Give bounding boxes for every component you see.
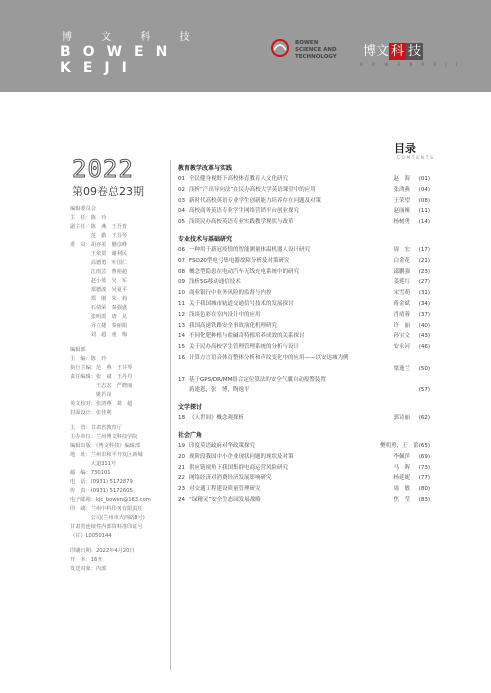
toc-entry-number: 20: [178, 453, 185, 460]
toc-entry-page: (80): [418, 486, 430, 493]
toc-entry-page: (73): [418, 464, 430, 471]
toc-entry-title: 供应链视角下我国集群电商运营风险研究: [189, 464, 289, 471]
toc-entry-number: 03: [178, 197, 185, 204]
journal-logo-icon: [270, 38, 290, 58]
info-line: 印刷日期：2022年4月20日: [70, 548, 135, 554]
toc-entry-title: 对交通工程建设质量管理研究: [189, 486, 261, 493]
toc-entry-title: 不同化肥种植与盐碱奇特植培养成效的关系探讨: [189, 333, 305, 340]
toc-entry-page: (83): [418, 496, 430, 503]
info-line: 地 址：兰州市和平开发区新城: [70, 452, 143, 458]
logo-cn-prefix: 博文: [363, 44, 390, 59]
toc-entry-number: 24: [178, 496, 185, 503]
info-line: 王依贺 谢利民: [70, 251, 128, 257]
toc-entry-title: 现阶段我国中小企业现状问题的现状及对策: [189, 453, 294, 460]
toc-entry-author: 张鸿燕: [393, 186, 410, 193]
toc-entry[interactable]: [178, 413, 430, 424]
info-line: 执行主编：范 燕 王芬琴: [70, 365, 133, 371]
toc-entry-page: (23): [418, 268, 430, 275]
toc-subtitle: CONTENTS: [397, 155, 435, 160]
header-en-line2: KEJI: [60, 60, 139, 76]
toc-entry[interactable]: [178, 206, 430, 217]
toc-entry-title: 全民健身视野下高校体育教育人文化研究: [189, 176, 289, 182]
info-line: 电子邮箱：kjc_bowen@163.com: [70, 497, 151, 503]
toc-entry-title: 《人世间》概念观探析: [189, 415, 245, 422]
toc-entry-title: 浅谈民办高校英语专业实践教学现状与改革: [189, 219, 294, 226]
info-line: 甘肃省连续性内部资料准印证号: [70, 524, 143, 530]
toc-entry-author: 李佩萍: [393, 453, 410, 460]
toc-entry-number: 15: [178, 344, 185, 351]
toc-entry-number: 22: [178, 475, 185, 482]
toc-section-heading: 专业技术与基础研究: [178, 235, 233, 243]
toc-entry-author: 白金花: [393, 257, 410, 264]
info-line: 姚若岗: [70, 392, 112, 398]
info-line: 编辑出版：《博文科技》编辑部: [70, 443, 141, 449]
toc-entry[interactable]: [178, 196, 430, 207]
toc-entry-page: (40): [418, 322, 430, 329]
info-line: 编辑委员会: [70, 206, 96, 212]
toc-entry[interactable]: [178, 321, 430, 332]
toc-entry-author: 孙宝文: [393, 333, 410, 340]
info-line: 传 真：(0931) 5172605: [70, 488, 133, 494]
info-line: （甘）L0050144: [70, 533, 112, 539]
toc-entry[interactable]: [178, 353, 430, 364]
toc-entry-title: 关于我国城市轨道交通信号技术的发展探讨: [189, 300, 294, 307]
editorial-info: [70, 205, 166, 574]
toc-entry[interactable]: [178, 288, 430, 299]
toc-entry-title: 计算方言语音体育整体分析和声纹变化中的应用——以安达城为例: [189, 354, 349, 361]
toc-entry[interactable]: [178, 484, 430, 495]
header-en-line1: BOWEN: [60, 44, 180, 60]
toc-entry-page: (65): [418, 442, 430, 449]
toc-entry[interactable]: [178, 217, 430, 228]
info-line: 主 任：陈 玲: [70, 215, 107, 221]
toc-entry-page: (57): [418, 387, 430, 394]
toc-entry[interactable]: [178, 185, 430, 196]
toc-entry-page: (11): [418, 208, 430, 215]
toc-entry-page: (31): [418, 290, 430, 297]
toc-entry-page: (37): [418, 311, 430, 318]
toc-entry-page: (21): [418, 257, 430, 264]
info-line: 开 本：16开: [70, 557, 103, 563]
toc-entry-page: (46): [418, 344, 430, 351]
toc-entry-page: (04): [418, 186, 430, 193]
toc-entry-title: 基于GPS/DR/MM组合定位算法的安全气囊自动报警装置: [189, 376, 326, 383]
logo-pinyin: B O W E N K E J I: [360, 62, 462, 67]
toc-entry-title: 新时代高校英语专业学生创新能力培养存在问题及对策: [189, 197, 322, 204]
logo-en-line: TECHNOLOGY: [295, 54, 337, 60]
toc-entry-number: 17: [178, 376, 185, 383]
toc-entry-title: 网络经济对消费经济发展影响研究: [189, 475, 272, 482]
toc-entry-author: 周 宏: [393, 246, 410, 253]
toc-entry[interactable]: [178, 245, 430, 256]
info-line: 江雨芸 曹裕超: [70, 269, 128, 275]
info-line: 刘 超 童 梅: [70, 332, 128, 338]
toc-entry[interactable]: [178, 364, 430, 375]
toc-entry-page: (34): [418, 300, 430, 307]
toc-entry-title: 关于民办高校学生管理管理系统的分析与设计: [189, 344, 300, 351]
toc-entry-number: 10: [178, 290, 185, 297]
toc-entry-author: 许 丽: [393, 322, 410, 329]
toc-entry[interactable]: [178, 463, 430, 474]
info-line: 公司(兰州市大西路8号): [70, 515, 145, 521]
toc-entry-number: 02: [178, 186, 185, 193]
toc-entry-page: (77): [418, 475, 430, 482]
toc-entry[interactable]: [178, 473, 430, 484]
toc-entry-number: 05: [178, 219, 185, 226]
toc-entry-number: 23: [178, 486, 185, 493]
toc-entry-title: 印度莫语政府对华政策探究: [189, 442, 256, 449]
toc-entry-title: 一种用于新冠疫情的智能测量体温机器人设计研究: [189, 246, 311, 253]
toc-entry-page: (43): [418, 333, 430, 340]
toc-entry-number: 14: [178, 333, 185, 340]
toc-entry-number: 18: [178, 415, 185, 422]
toc-entry-author: 安永河: [393, 344, 410, 351]
info-line: 王志宏 严晓丽: [70, 383, 133, 389]
toc-entry-title: 概念型隐患在电动汽车无线充电系统中的研究: [189, 268, 300, 275]
toc-entry-number: 08: [178, 268, 185, 275]
toc-entry[interactable]: [178, 174, 430, 185]
toc-entry-number: 11: [178, 300, 185, 307]
info-line: 印 刷：兰州中科印务有限责任: [70, 506, 143, 512]
info-line: 大道311号: [70, 461, 117, 467]
toc-entry-author: 姜莲红: [393, 279, 410, 286]
toc-entry-author: 樊明勇，王 蕾: [380, 442, 419, 449]
toc-entry-number: 12: [178, 311, 185, 318]
info-line: 责任编辑：张 斌 王丹丹: [70, 374, 133, 380]
toc-entry-author: 王荣望: [393, 197, 410, 204]
toc-entry-page: (01): [418, 176, 430, 182]
masthead-issue: 第09卷总23期: [72, 185, 144, 198]
toc-entry-number: 06: [178, 246, 185, 253]
masthead-year: 2022: [72, 155, 134, 183]
logo-cn-ji: 技: [408, 44, 422, 59]
info-line: 编辑部: [70, 347, 86, 353]
toc-entry[interactable]: [178, 310, 430, 321]
toc-entry-number: 21: [178, 464, 185, 471]
toc-entry[interactable]: [178, 495, 430, 506]
info-line: 张明震 唐 晃: [70, 314, 128, 320]
toc-entry[interactable]: [178, 277, 430, 288]
info-line: 发送对象：内部: [70, 566, 107, 572]
info-line: 郑德波 吴夏平: [70, 287, 128, 293]
toc-entry-number: 19: [178, 442, 185, 449]
info-line: 齐立捷 秦丽娟: [70, 323, 128, 329]
toc-entry-author: 赵丽娅: [393, 208, 410, 215]
logo-chinese: [363, 40, 423, 59]
info-line: 副主任：陈 燕 王吾育: [70, 224, 128, 230]
toc-entry-number: 13: [178, 322, 185, 329]
toc-entry-number: 09: [178, 279, 185, 286]
toc-entry-title: FSO20型电弓集电器故障分析及对策研究: [189, 257, 290, 264]
toc-entry-author: 宋雪萌: [393, 290, 410, 297]
logo-english: [295, 40, 337, 61]
info-line: 英文校对：张鸿燕 葛 超: [70, 401, 133, 407]
info-line: 邮 编：730101: [70, 470, 111, 476]
toc-entry-number: 01: [178, 176, 185, 182]
toc-entry-author: 郭诗丽: [393, 415, 410, 422]
toc-entry-author: 邵鹏强: [393, 268, 410, 275]
toc-entry-title: 蒋建恩，张 博，陶逸平: [189, 387, 250, 394]
info-line: 范 勤 王芬琴: [70, 233, 128, 239]
toc-entry-author: 肖靖蓉: [393, 311, 410, 318]
toc-entry[interactable]: [178, 299, 430, 310]
column-divider: [170, 160, 171, 670]
info-line: 赵小蓝 吴 军: [70, 278, 128, 284]
info-line: 主 管：甘肃省教育厅: [70, 425, 122, 431]
logo-en-line: SCIENCE AND: [295, 47, 337, 53]
toc-entry[interactable]: [178, 375, 430, 386]
toc-entry-page: (69): [418, 453, 430, 460]
info-line: 封面设计：张佳利: [70, 410, 112, 416]
toc-entry-title: 高校商务英语专业学生网络营销平台创业探究: [189, 208, 300, 215]
toc-entry[interactable]: [178, 441, 430, 452]
toc-entry-title: 浅析“产出导向法”在民办高校大学英语课堂中的应用: [189, 186, 316, 193]
toc-entry-title: 商业银行中业务风险的监督与内控: [189, 290, 272, 297]
info-line: 高德勇 叶国仁: [70, 260, 128, 266]
toc-entry[interactable]: [178, 385, 430, 396]
toc-entry-author: 杨延妮: [393, 475, 410, 482]
logo-en-line: BOWEN: [295, 40, 319, 46]
toc-entry-title: “绿精灵”安全生态园发展战略: [189, 496, 261, 503]
toc-entry-title: 浅谈色彩在室内设计中的应用: [189, 311, 261, 318]
toc-entry[interactable]: [178, 256, 430, 267]
toc-entry-number: 07: [178, 257, 185, 264]
toc-entry-author: 焦 莹: [393, 496, 410, 503]
toc-entry-title: 浅析5G移动通信技术: [189, 279, 241, 286]
toc-entry-author: 马 晖: [393, 464, 410, 471]
toc-entry-page: (27): [418, 279, 430, 286]
info-line: 郑 刚 朱 莉: [70, 296, 128, 302]
logo-cn-ke: 科: [391, 44, 405, 59]
info-line: 石倩荣 秦强盛: [70, 305, 128, 311]
toc-section-heading: 文学探讨: [178, 404, 203, 412]
info-line: 委 员：胡亦美 蒯彦峰: [70, 242, 128, 248]
toc-entry-author: 赵 海: [393, 176, 410, 182]
toc-entry[interactable]: [178, 342, 430, 353]
toc-entry-author: 周 敏: [393, 486, 410, 493]
toc-entry-page: (14): [418, 219, 430, 226]
toc-entry-page: (50): [418, 365, 430, 372]
toc-entry-author: 蒋金斌: [393, 300, 410, 307]
toc-entry[interactable]: [178, 267, 430, 278]
toc-entry-author: 杨树勇: [393, 219, 410, 226]
info-line: 主 编：陈 玲: [70, 356, 107, 362]
toc-entry-author: 梁逸兰: [393, 365, 410, 372]
toc-entry-page: (62): [418, 415, 430, 422]
toc-entry-number: 16: [178, 354, 185, 361]
info-line: 电 话：(0931) 5172879: [70, 479, 133, 485]
table-of-contents: [178, 164, 430, 506]
toc-entry-page: (17): [418, 246, 430, 253]
toc-entry-page: (08): [418, 197, 430, 204]
toc-section-heading: 社会广角: [178, 431, 203, 439]
toc-entry[interactable]: [178, 452, 430, 463]
info-line: 主办单位：兰州博文科技学院: [70, 434, 138, 440]
toc-section-heading: 教育教学改革与实践: [178, 165, 233, 172]
header-cn-title: 博 文 科 技: [62, 32, 203, 43]
toc-title: 目录: [394, 142, 416, 155]
toc-entry-title: 我国高速铁路安全事故演化机理研究: [189, 322, 278, 329]
toc-entry-number: 04: [178, 208, 185, 215]
toc-entry[interactable]: [178, 331, 430, 342]
